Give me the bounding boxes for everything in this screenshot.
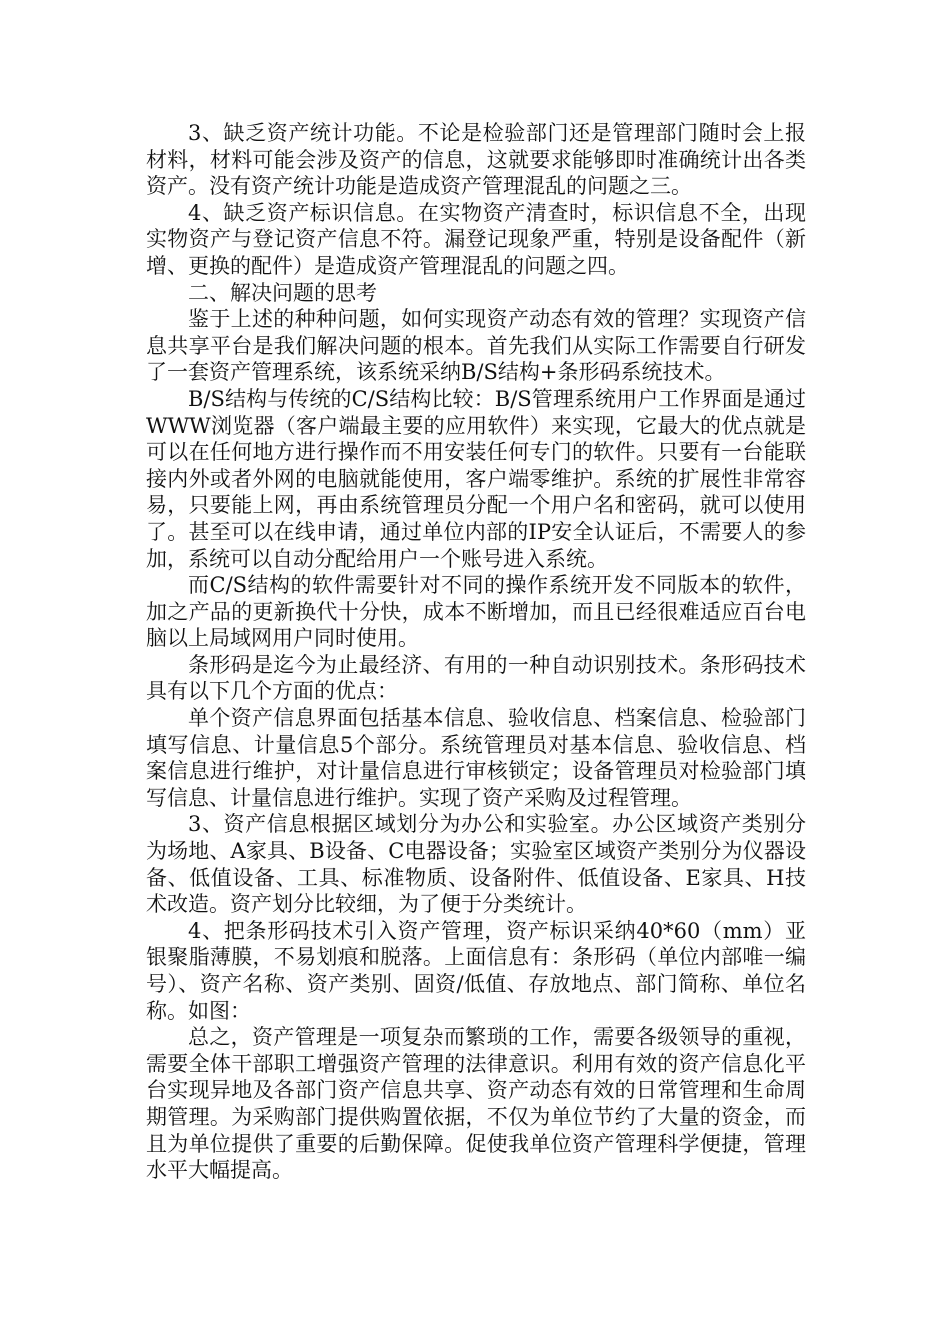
paragraph-solution-intro: 鉴于上述的种种问题，如何实现资产动态有效的管理？实现资产信息共享平台是我们解决问题的根本。首先我们从实际工作需要自行研发了一套资产管理系统，该系统采纳B/S结构+条形码系统技术。: [146, 307, 806, 385]
section-heading-solution: 二、解决问题的思考: [188, 280, 377, 305]
paragraph-cs-structure: 而C/S结构的软件需要针对不同的操作系统开发不同版本的软件， 加之产品的更新换代十分快，成本不断增加，而且已经很难适应百台电脑以上局域网用户同时使用。: [146, 573, 806, 651]
document-body: [146, 120, 806, 1184]
paragraph-statistics-lack: 3、缺乏资产统计功能。不论是检验部门还是管理部门随时会上报材料，材料可能会涉及资产的信息，这就要求能够即时准确统计出各类资产。没有资产统计功能是造成资产管理混乱的问题之三。: [146, 121, 806, 199]
paragraph-asset-interface: 单个资产信息界面包括基本信息、验收信息、档案信息、检验部门填写信息、计量信息5个部分。系统管理员对基本信息、验收信息、档案信息进行维护，对计量信息进行审核锁定；设备管理员对检验部门填写信息、计量信息进行维护。实现了资产采购及过程管理。: [146, 706, 806, 810]
paragraph-barcode-intro: 条形码是迄今为止最经济、有用的一种自动识别技术。条形码技术具有以下几个方面的优点：: [146, 652, 806, 704]
paragraph-asset-regions: 3、资产信息根据区域划分为办公和实验室。办公区域资产类别分为场地、A家具、B设备、C电器设备；实验室区域资产类别分为仪器设备、低值设备、工具、标准物质、设备附件、低值设备、E家具、H技术改造。资产划分比较细，为了便于分类统计。: [146, 812, 806, 917]
paragraph-barcode-label: 4、把条形码技术引入资产管理，资产标识采纳40*60（mm）亚银聚脂薄膜，不易划痕和脱落。上面信息有：条形码（单位内部唯一编号）、资产名称、资产类别、固资/低值、存放地点、部门简称、单位名称。如图：: [146, 918, 806, 1023]
paragraph-conclusion: 总之，资产管理是一项复杂而繁琐的工作，需要各级领导的重视，需要全体干部职工增强资产管理的法律意识。利用有效的资产信息化平台实现异地及各部门资产信息共享、资产动态有效的日常管理和生命周期管理。为采购部门提供购置依据，不仅为单位节约了大量的资金，而且为单位提供了重要的后勤保障。促使我单位资产管理科学便捷，管理水平大幅提高。: [146, 1025, 806, 1183]
paragraph-identification-lack: 4、缺乏资产标识信息。在实物资产清查时，标识信息不全，出现实物资产与登记资产信息不符。漏登记现象严重，特别是设备配件（新增、更换的配件）是造成资产管理混乱的问题之四。: [146, 200, 806, 278]
paragraph-bs-structure: B/S结构与传统的C/S结构比较：B/S管理系统用户工作界面是通过WWW浏览器（客户端最主要的应用软件）来实现，它最大的优点就是可以在任何地方进行操作而不用安装任何专门的软件。只要有一台能联接内外或者外网的电脑就能使用，客户端零维护。系统的扩展性非常容易，只要能上网，再由系统管理员分配一个用户名和密码，就可以使用了。甚至可以在线申请，通过单位内部的IP安全认证后，不需要人的参加，系统可以自动分配给用户一个账号进入系统。: [146, 386, 806, 571]
